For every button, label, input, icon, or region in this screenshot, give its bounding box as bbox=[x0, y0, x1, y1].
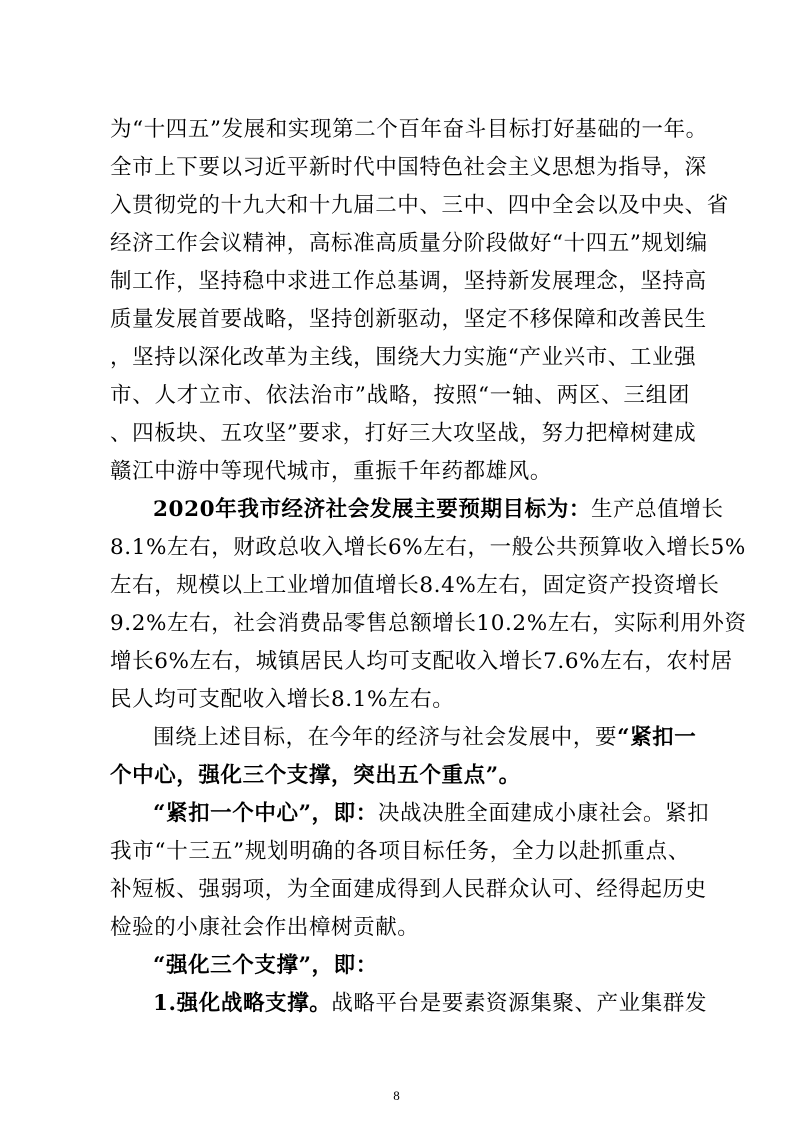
text-line: 我市“十三五”规划明确的各项目标任务，全力以赴抓重点、 bbox=[110, 839, 690, 864]
text-line: 为“十四五”发展和实现第二个百年奋斗目标打好基础的一年。 bbox=[110, 117, 708, 142]
text-line: 8.1%左右，财政总收入增长6%左右，一般公共预算收入增长5% bbox=[110, 535, 746, 560]
text-line bbox=[110, 795, 710, 833]
bold-heading: “紧扣一个中心”，即： bbox=[153, 801, 378, 826]
text-line: 9.2%左右，社会消费品零售总额增长10.2%左右，实际利用外资 bbox=[110, 611, 747, 636]
text-line: 、四板块、五攻坚”要求，打好三大攻坚战，努力把樟树建成 bbox=[110, 421, 697, 446]
text-run: 生产总值增长 bbox=[590, 497, 724, 522]
text-line: 全市上下要以习近平新时代中国特色社会主义思想为指导，深 bbox=[110, 155, 707, 180]
text-line bbox=[110, 985, 708, 1023]
body-text bbox=[110, 111, 747, 1023]
text-line: 质量发展首要战略，坚持创新驱动，坚定不移保障和改善民生 bbox=[110, 307, 707, 332]
text-line: ，坚持以深化改革为主线，围绕大力实施“产业兴市、工业强 bbox=[110, 345, 697, 370]
paragraph-one-center bbox=[110, 795, 710, 947]
paragraph-strategic-support bbox=[110, 985, 708, 1023]
bold-heading: “强化三个支撑”，即： bbox=[153, 953, 378, 978]
text-line: 补短板、强弱项，为全面建成得到人民群众认可、经得起历史 bbox=[110, 877, 707, 902]
text-run: 决战决胜全面建成小康社会。紧扣 bbox=[377, 801, 710, 826]
text-line: 制工作，坚持稳中求进工作总基调，坚持新发展理念，坚持高 bbox=[110, 269, 707, 294]
bold-heading: 个中心，强化三个支撑，突出五个重点”。 bbox=[110, 763, 521, 788]
text-line: 经济工作会议精神，高标准高质量分阶段做好“十四五”规划编 bbox=[110, 231, 708, 256]
text-line: 入贯彻党的十九大和十九届二中、三中、四中全会以及中央、省 bbox=[110, 193, 729, 218]
paragraph-expected-targets bbox=[110, 491, 747, 719]
text-run: 战略平台是要素资源集聚、产业集群发 bbox=[331, 991, 708, 1016]
text-line: 增长6%左右，城镇居民人均可支配收入增长7.6%左右，农村居 bbox=[110, 649, 733, 674]
text-line bbox=[110, 491, 724, 529]
text-line: 检验的小康社会作出樟树贡献。 bbox=[110, 915, 420, 940]
text-line: 赣江中游中等现代城市，重振千年药都雄风。 bbox=[110, 459, 553, 484]
text-line: 市、人才立市、依法治市”战略，按照“一轴、两区、三组团 bbox=[110, 383, 690, 408]
bold-heading: “紧扣一 bbox=[617, 725, 697, 750]
bold-heading: 2020年我市经济社会发展主要预期目标为： bbox=[153, 497, 591, 522]
paragraph-three-supports bbox=[110, 947, 690, 985]
text-run: 围绕上述目标，在今年的经济与社会发展中，要 bbox=[153, 725, 618, 750]
text-line: 左右，规模以上工业增加值增长8.4%左右，固定资产投资增长 bbox=[110, 573, 720, 598]
paragraph-key-points bbox=[110, 719, 697, 795]
bold-heading: 1.强化战略支撑。 bbox=[153, 991, 332, 1016]
page-number: 8 bbox=[393, 1088, 400, 1103]
paragraph-development-goals bbox=[110, 111, 729, 491]
text-line: 民人均可支配收入增长8.1%左右。 bbox=[110, 687, 455, 712]
text-line bbox=[110, 719, 697, 757]
